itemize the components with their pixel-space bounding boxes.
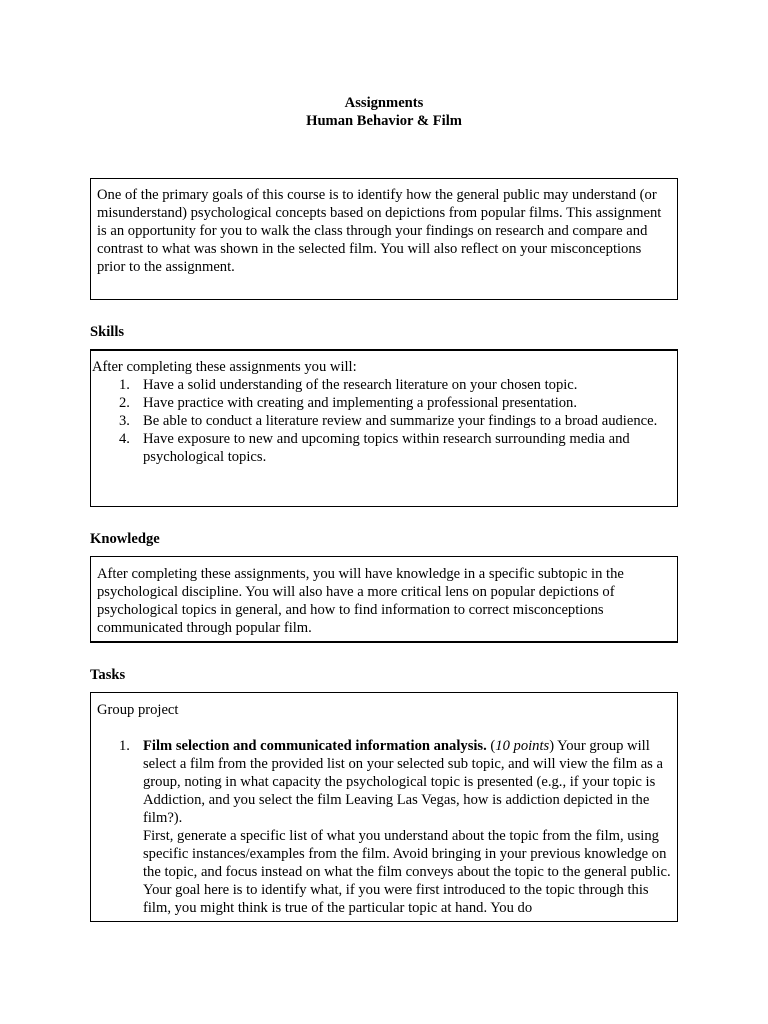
knowledge-box (90, 556, 678, 643)
tasks-list (97, 737, 671, 917)
list-item-text: Have practice with creating and implementing a professional presentation. (143, 395, 578, 411)
task-paragraph-2: First, generate a specific list of what you understand about the topic from the film, using specific instances/examples from the film. Avoid bringing in your previous knowledge on the topic, and focus instead on what the film conveys about the topic to the general public. Your goal here is to identify what, if you were first introduced to the topic through this film, you might think is true of the particular topic at hand. You do (143, 828, 671, 916)
list-item (97, 737, 671, 917)
list-item-text: Be able to conduct a literature review and summarize your findings to a broad audience. (143, 413, 658, 429)
tasks-heading: Tasks (90, 667, 126, 683)
skills-heading: Skills (90, 324, 125, 340)
document-title: Assignments (344, 95, 424, 111)
list-item (92, 376, 673, 394)
task-paren-close: ) (549, 738, 555, 754)
list-item-text: Have a solid understanding of the research literature on your chosen topic. (143, 377, 578, 393)
list-number: 4. (119, 431, 130, 447)
list-item (92, 394, 673, 412)
list-item-text: Have exposure to new and upcoming topics within research surrounding media and psychological topics. (143, 431, 630, 465)
task-paren-open: ( (486, 738, 496, 754)
skills-lead: After completing these assignments you will: (92, 359, 357, 375)
skills-list (92, 376, 673, 466)
tasks-box (90, 692, 678, 922)
list-number: 2. (119, 395, 130, 411)
task-body: Your group will select a film from the provided list on your selected sub topic, and will view the film as a group, noting in what capacity the psychological topic is presented (e.g., if your topic is Addiction, and you select the film Leaving Las Vegas, how is addiction depicted in the film?). (143, 738, 663, 826)
task-points: 10 points (495, 738, 550, 754)
document-subtitle: Human Behavior & Film (306, 113, 462, 129)
document-title-block (0, 94, 768, 130)
group-project-label: Group project (97, 702, 179, 718)
skills-box (90, 349, 678, 507)
intro-text: One of the primary goals of this course is to identify how the general public may understand (or misunderstand) psychological concepts based on depictions from popular films. This assignment is an opportunity for you to walk the class through your findings on research and compare and contrast to what was shown in the selected film. You will also reflect on your misconceptions prior to the assignment. (97, 187, 662, 275)
list-number: 1. (119, 738, 130, 754)
list-number: 1. (119, 377, 130, 393)
knowledge-heading: Knowledge (90, 531, 160, 547)
knowledge-text: After completing these assignments, you will have knowledge in a specific subtopic in the psychological discipline. You will also have a more critical lens on popular depictions of psychological topics in general, and how to find information to correct misconceptions communicated through popular film. (97, 566, 624, 636)
intro-box (90, 178, 678, 300)
list-number: 3. (119, 413, 130, 429)
task-title: Film selection and communicated information analysis. (143, 738, 487, 754)
list-item (92, 412, 673, 430)
list-item (92, 430, 673, 466)
